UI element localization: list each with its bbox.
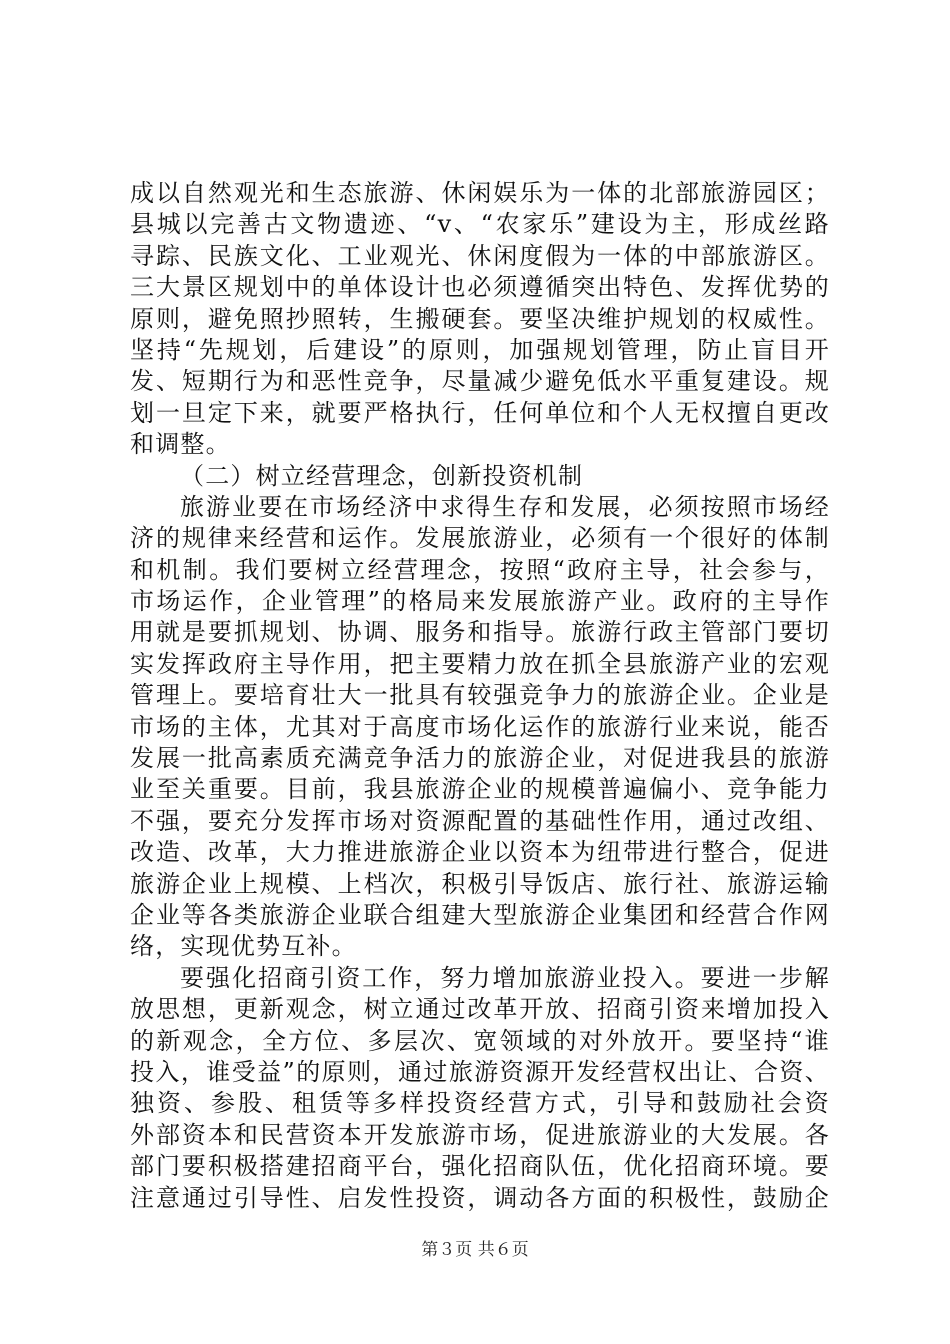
text-line: 独资、参股、租赁等多样投资经营方式，引导和鼓励社会资 — [130, 1089, 830, 1118]
text-line: 旅游业要在市场经济中求得生存和发展，必须按照市场经 — [180, 492, 830, 521]
text-line: 企业等各类旅游企业联合组建大型旅游企业集团和经营合作网 — [130, 900, 830, 929]
page-footer: 第３页 共６页 — [421, 1240, 529, 1260]
text-line: 市场的主体，尤其对于高度市场化运作的旅游行业来说，能否 — [130, 712, 830, 741]
text-line: 旅游企业上规模、上档次，积极引导饭店、旅行社、旅游运输 — [130, 869, 830, 898]
text-line: 管理上。要培育壮大一批具有较强竞争力的旅游企业。企业是 — [130, 681, 830, 710]
text-line: 部门要积极搭建招商平台，强化招商队伍，优化招商环境。要 — [130, 1152, 830, 1181]
text-line: 投入，谁受益”的原则，通过旅游资源开发经营权出让、合资、 — [130, 1057, 830, 1086]
text-line: 用就是要抓规划、协调、服务和指导。旅游行政主管部门要切 — [130, 618, 830, 647]
text-line: 寻踪、民族文化、工业观光、休闲度假为一体的中部旅游区。 — [130, 241, 830, 270]
text-line: 市场运作，企业管理”的格局来发展旅游产业。政府的主导作 — [130, 587, 830, 616]
text-line: 原则，避免照抄照转，生搬硬套。要坚决维护规划的权威性。 — [130, 304, 830, 333]
text-line: 和调整。 — [130, 430, 231, 459]
text-line: 不强，要充分发挥市场对资源配置的基础性作用，通过改组、 — [130, 806, 830, 835]
text-line: 注意通过引导性、启发性投资，调动各方面的积极性，鼓励企 — [130, 1183, 830, 1212]
text-line: 络，实现优势互补。 — [130, 932, 357, 961]
text-line: 实发挥政府主导作用，把主要精力放在抓全县旅游产业的宏观 — [130, 649, 830, 678]
text-line: 放思想，更新观念，树立通过改革开放、招商引资来增加投入 — [130, 995, 830, 1024]
text-line: 县城以完善古文物遗迹、“v、“农家乐”建设为主，形成丝路 — [130, 210, 830, 239]
text-line: 改造、改革，大力推进旅游企业以资本为纽带进行整合，促进 — [130, 838, 830, 867]
text-line: 要强化招商引资工作，努力增加旅游业投入。要进一步解 — [180, 963, 830, 992]
text-line: 成以自然观光和生态旅游、休闲娱乐为一体的北部旅游园区； — [130, 179, 830, 207]
text-line: 坚持“先规划，后建设”的原则，加强规划管理，防止盲目开 — [130, 335, 830, 364]
text-line: 发展一批高素质充满竞争活力的旅游企业，对促进我县的旅游 — [130, 744, 830, 773]
text-line: 外部资本和民营资本开发旅游市场，促进旅游业的大发展。各 — [130, 1120, 830, 1149]
text-line: （二）树立经营理念，创新投资机制 — [180, 461, 584, 490]
text-line: 发、短期行为和恶性竞争，尽量减少避免低水平重复建设。规 — [130, 367, 830, 396]
text-line: 划一旦定下来，就要严格执行，任何单位和个人无权擅自更改 — [130, 398, 830, 427]
text-line: 和机制。我们要树立经营理念，按照“政府主导，社会参与， — [130, 555, 830, 584]
text-line: 的新观念，全方位、多层次、宽领域的对外放开。要坚持“谁 — [130, 1026, 830, 1055]
document-body — [130, 178, 830, 1214]
text-line: 三大景区规划中的单体设计也必须遵循突出特色、发挥优势的 — [130, 273, 830, 302]
text-line: 业至关重要。目前，我县旅游企业的规模普遍偏小、竞争能力 — [130, 775, 830, 804]
text-line: 济的规律来经营和运作。发展旅游业，必须有一个很好的体制 — [130, 524, 830, 553]
